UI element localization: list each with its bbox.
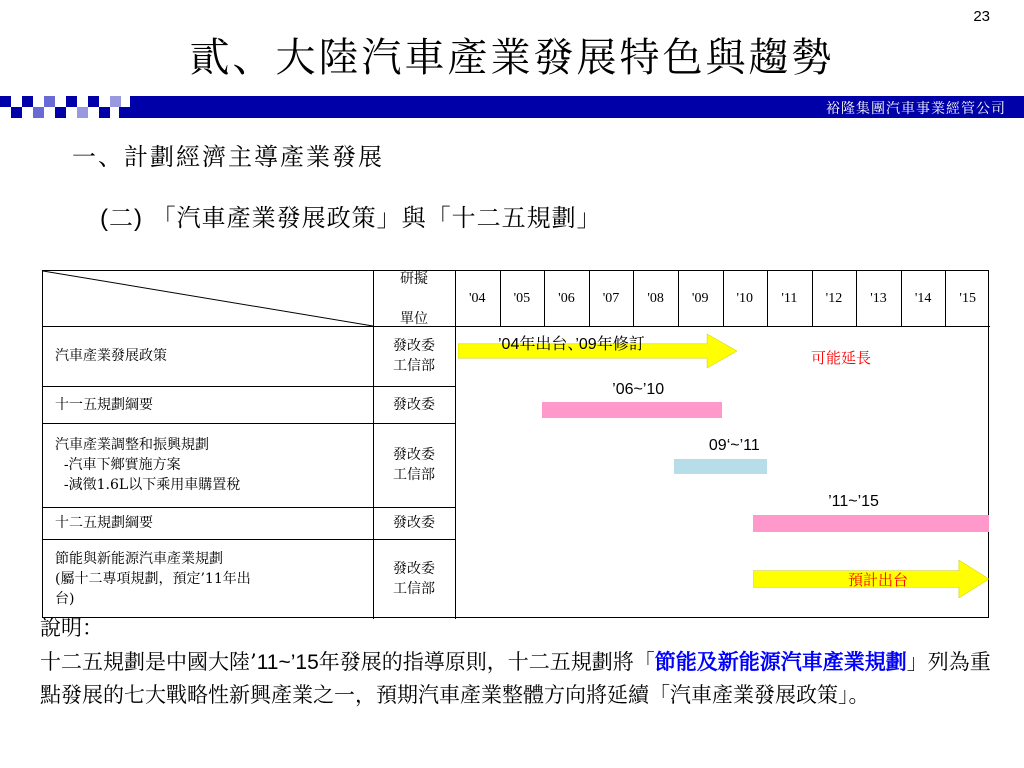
notes xyxy=(40,612,1010,712)
row-dept-line: 工信部 xyxy=(393,358,435,374)
notes-title: 說明： xyxy=(40,616,103,640)
slide-title: 貳、大陸汽車產業發展特色與趨勢 xyxy=(189,35,835,81)
year-header: '04 xyxy=(469,290,486,306)
timeline-bar xyxy=(753,515,989,532)
row-name xyxy=(55,539,369,619)
heading-2-text: 「汽車產業發展政策」與「十二五規劃」 xyxy=(151,204,602,232)
year-header: '07 xyxy=(602,290,620,306)
year-header: '10 xyxy=(736,290,754,306)
heading-1: 一、計劃經濟主導產業發展 xyxy=(72,143,384,171)
year-header: '05 xyxy=(513,290,531,306)
heading-2-prefix: (二) xyxy=(100,205,143,232)
year-header: '08 xyxy=(647,290,664,306)
row-dept xyxy=(373,539,455,619)
annotation-extend: 可能延長 xyxy=(811,349,872,367)
timeline-label: ’11~’15 xyxy=(828,493,879,510)
policy-timeline-table xyxy=(42,270,989,618)
row-dept xyxy=(373,507,455,539)
row-name-line: 十一五規劃綱要 xyxy=(55,396,153,413)
notes-text-a: 十二五規劃是中國大陸’ xyxy=(40,650,257,674)
dept-header-line: 研擬 xyxy=(400,270,428,287)
page-number: 23 xyxy=(973,8,990,25)
row-name-line: 節能與新能源汽車產業規劃 xyxy=(55,551,223,567)
dept-header-line: 單位 xyxy=(400,310,428,327)
year-header: '11 xyxy=(781,290,798,306)
row-dept-line: 發改委 xyxy=(393,447,435,463)
year-header: '06 xyxy=(558,290,575,306)
row-dept-line: 發改委 xyxy=(393,338,435,354)
notes-years: 11~’15 xyxy=(256,651,319,674)
timeline-bar xyxy=(674,459,767,474)
year-header: '12 xyxy=(825,290,843,306)
row-dept xyxy=(373,386,455,423)
header-diagonal xyxy=(43,271,373,326)
row-dept-line: 發改委 xyxy=(393,396,435,413)
timeline-label: ’04年出台、’09年修訂 xyxy=(498,336,645,353)
heading-2 xyxy=(100,198,602,233)
row-name-line: 汽車產業發展政策 xyxy=(55,348,167,364)
title-bar xyxy=(0,96,1024,118)
row-name xyxy=(55,423,369,507)
row-dept xyxy=(373,326,455,386)
notes-text-c: 年發展的指導原則，十二五規劃將「 xyxy=(318,650,655,674)
notes-text-d: 」列為重點發展的七大戰略性新興產業之一，預期汽車產業整體方向將延續「汽車產業發展政策」。 xyxy=(40,650,991,707)
company-name: 裕隆集團汽車事業經管公司 xyxy=(826,101,1006,117)
row-name-line: -減徵1.6L以下乘用車購置稅 xyxy=(55,477,241,493)
row-name-line: 台) xyxy=(55,591,75,607)
timeline-label: ’06~’10 xyxy=(612,381,665,398)
row-dept-line: 工信部 xyxy=(393,581,435,597)
row-name-line: 汽車產業調整和振興規劃 xyxy=(55,437,209,453)
timeline-label: 09‘~’11 xyxy=(708,437,760,454)
row-name-line: -汽車下鄉實施方案 xyxy=(55,457,181,473)
row-name xyxy=(55,507,369,539)
row-name xyxy=(55,386,369,423)
annotation-planned: 預計出台 xyxy=(848,571,909,589)
row-name xyxy=(55,326,369,386)
dept-header xyxy=(373,271,455,326)
year-header: '14 xyxy=(914,290,932,306)
checker-pattern xyxy=(0,96,130,118)
timeline-bar xyxy=(542,402,722,418)
year-header: '09 xyxy=(691,290,709,306)
row-name-line: 十二五規劃綱要 xyxy=(55,515,153,531)
notes-body xyxy=(40,645,1010,712)
year-header: '15 xyxy=(959,290,976,306)
row-dept-line: 發改委 xyxy=(393,515,435,531)
row-name-line: (屬十二專項規劃，預定’11年出 xyxy=(55,571,251,587)
year-header: '13 xyxy=(870,290,887,306)
row-dept xyxy=(373,423,455,507)
notes-highlight: 節能及新能源汽車產業規劃 xyxy=(654,649,907,674)
row-dept-line: 工信部 xyxy=(393,467,435,483)
row-dept-line: 發改委 xyxy=(393,561,435,577)
